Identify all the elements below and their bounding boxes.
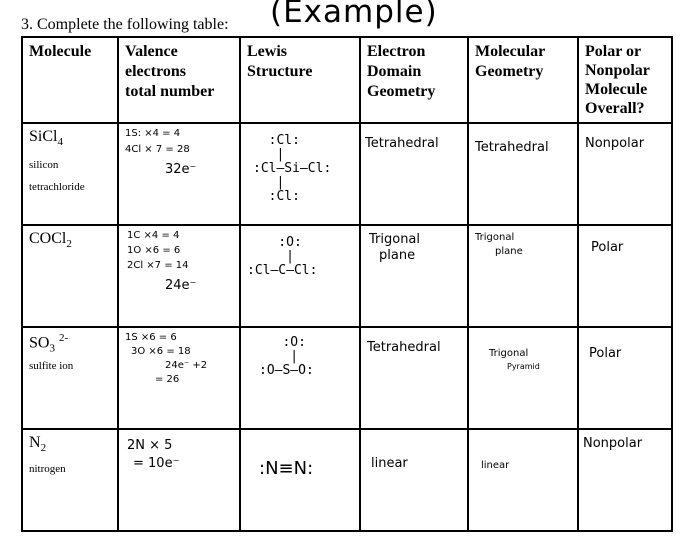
valence-cell: [118, 429, 240, 531]
molecular-geometry-answer: plane: [495, 246, 523, 257]
molecule-formula: COCl$_2$: [29, 230, 72, 251]
valence-total: = 10e⁻: [133, 456, 180, 471]
molecular-geometry-answer: linear: [481, 460, 510, 471]
molecule-formula: SiCl$_4$: [29, 128, 63, 149]
molecule-name: nitrogen: [29, 463, 66, 476]
molecular-geometry-cell: [468, 123, 578, 225]
header-electron-domain-geometry: Electron Domain Geometry: [360, 37, 468, 123]
valence-work: 1C ×4 = 4: [127, 230, 180, 241]
molecule-name: silicon tetrachloride: [29, 159, 85, 194]
header-row: [22, 37, 672, 123]
electron-geometry-answer: Tetrahedral: [367, 340, 441, 355]
lewis-cell: [240, 327, 360, 429]
molecular-geometry-cell: [468, 429, 578, 531]
molecular-geometry-answer: Pyramid: [507, 362, 540, 371]
table-row: [22, 225, 672, 327]
header-lewis: Lewis Structure: [240, 37, 360, 123]
valence-work: 4Cl × 7 = 28: [125, 144, 190, 155]
polarity-answer: Nonpolar: [583, 436, 643, 451]
table-row: [22, 429, 672, 531]
valence-work: 2N × 5: [127, 438, 173, 453]
molecular-geometry-cell: [468, 327, 578, 429]
electron-geometry-answer: plane: [379, 248, 416, 263]
valence-work: 2Cl ×7 = 14: [127, 260, 189, 271]
molecular-geometry-answer: Trigonal: [475, 232, 515, 243]
header-polarity: Polar or Nonpolar Molecule Overall?: [578, 37, 672, 123]
lewis-structure: :O: | :O—S—O:: [259, 335, 314, 378]
valence-work: 3O ×6 = 18: [131, 346, 191, 357]
chemistry-table: [21, 36, 673, 532]
polarity-cell: [578, 429, 672, 531]
lewis-cell: [240, 429, 360, 531]
valence-cell: [118, 327, 240, 429]
molecule-cell: [22, 429, 118, 531]
header-molecular-geometry: Molecular Geometry: [468, 37, 578, 123]
valence-work: 1S: ×4 = 4: [125, 128, 181, 139]
header-molecule: Molecule: [22, 37, 118, 123]
valence-total: 24e⁻: [165, 278, 197, 293]
lewis-cell: [240, 123, 360, 225]
valence-total: 32e⁻: [165, 162, 197, 177]
polarity-cell: [578, 123, 672, 225]
electron-geometry-answer: linear: [371, 456, 408, 471]
electron-geometry-cell: [360, 327, 468, 429]
electron-geometry-answer: Trigonal: [369, 232, 421, 247]
table-row: [22, 327, 672, 429]
valence-total: = 26: [155, 374, 180, 385]
molecular-geometry-answer: Trigonal: [489, 348, 529, 359]
lewis-structure: :O: | :Cl—C—Cl:: [247, 235, 318, 278]
valence-cell: [118, 225, 240, 327]
lewis-cell: [240, 225, 360, 327]
polarity-answer: Polar: [589, 346, 622, 361]
molecular-geometry-answer: Tetrahedral: [475, 140, 549, 155]
electron-geometry-cell: [360, 225, 468, 327]
polarity-cell: [578, 327, 672, 429]
valence-work: 24e⁻ +2: [165, 360, 208, 371]
valence-cell: [118, 123, 240, 225]
molecule-cell: [22, 123, 118, 225]
electron-geometry-cell: [360, 123, 468, 225]
valence-work: 1S ×6 = 6: [125, 332, 177, 343]
polarity-answer: Polar: [591, 240, 624, 255]
question-title: 3. Complete the following table:: [21, 16, 229, 33]
table-row: [22, 123, 672, 225]
polarity-cell: [578, 225, 672, 327]
example-annotation: (Example): [270, 0, 438, 30]
molecule-formula: $N_2$: [29, 434, 47, 455]
valence-work: 1O ×6 = 6: [127, 245, 181, 256]
molecule-formula: $SO_3$ $^{2-}$: [29, 332, 69, 355]
electron-geometry-answer: Tetrahedral: [365, 136, 439, 151]
molecule-cell: [22, 225, 118, 327]
electron-geometry-cell: [360, 429, 468, 531]
polarity-answer: Nonpolar: [585, 136, 645, 151]
molecular-geometry-cell: [468, 225, 578, 327]
molecule-cell: [22, 327, 118, 429]
header-valence: Valence electrons total number: [118, 37, 240, 123]
lewis-structure: :N≡N:: [259, 458, 314, 479]
lewis-structure: :Cl: | :Cl—Si—Cl: | :Cl:: [253, 133, 332, 204]
molecule-name: sulfite ion: [29, 359, 74, 372]
